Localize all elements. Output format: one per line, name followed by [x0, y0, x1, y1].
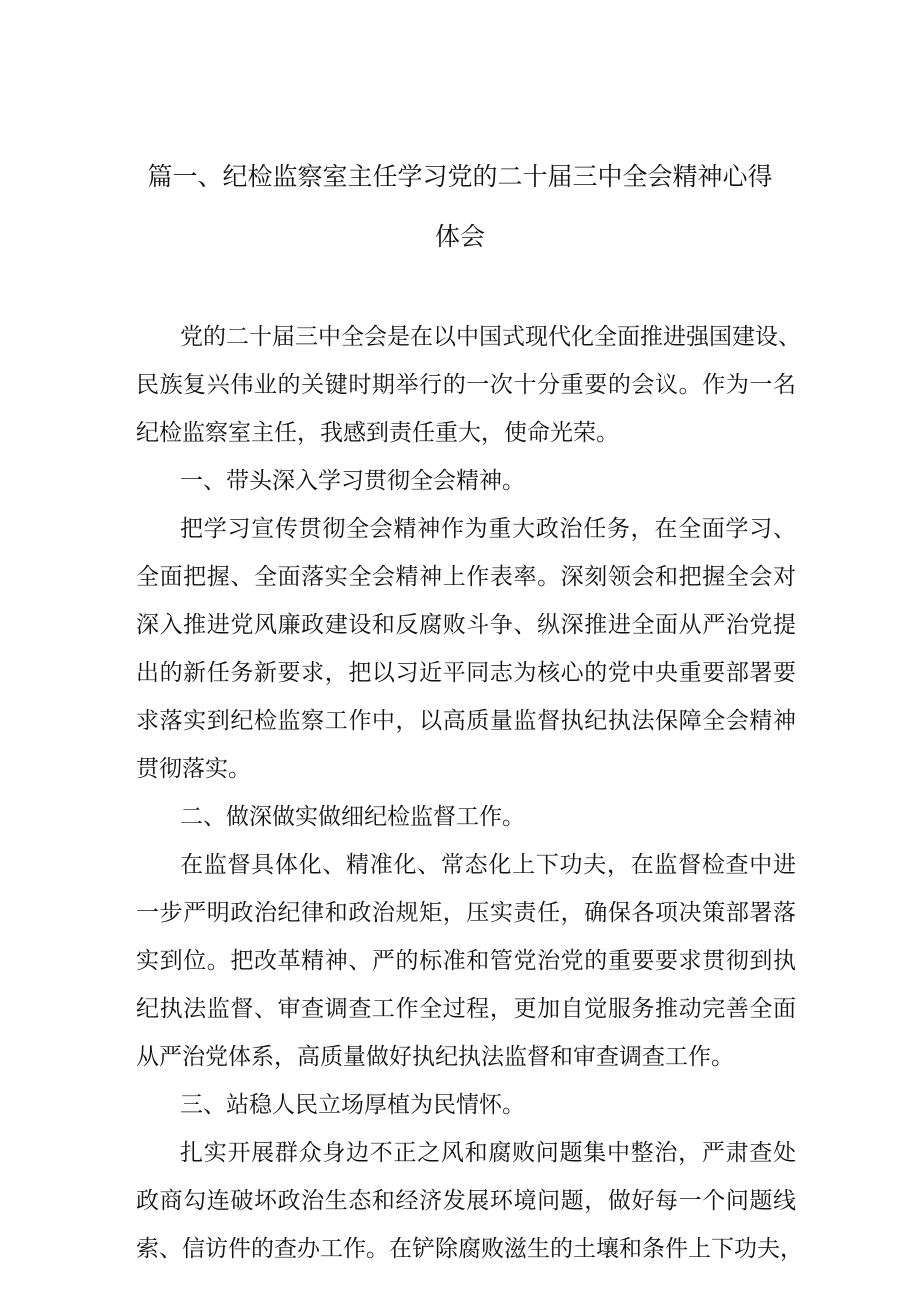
section-1-line: 贯彻落实。	[136, 756, 251, 782]
section-heading-1: 一、带头深入学习贯彻全会精神。	[180, 468, 525, 494]
section-2-line: 在监督具体化、精准化、常态化上下功夫，在监督检查中进	[180, 852, 796, 878]
section-3-line: 政商勾连破坏政治生态和经济发展环境问题，做好每一个问题线	[136, 1188, 796, 1214]
section-1-line: 深入推进党风廉政建设和反腐败斗争、纵深推进全面从严治党提	[136, 612, 796, 638]
section-2-line: 纪执法监督、审查调查工作全过程，更加自觉服务推动完善全面	[136, 996, 796, 1022]
section-2-line: 从严治党体系，高质量做好执纪执法监督和审查调查工作。	[136, 1044, 734, 1070]
document-title-line1: 篇一、纪检监察室主任学习党的二十届三中全会精神心得	[147, 162, 773, 191]
section-1-line: 求落实到纪检监察工作中，以高质量监督执纪执法保障全会精神	[136, 708, 796, 734]
section-heading-3: 三、站稳人民立场厚植为民情怀。	[180, 1092, 525, 1118]
section-2-line: 一步严明政治纪律和政治规矩，压实责任，确保各项决策部署落	[136, 900, 796, 926]
intro-line: 纪检监察室主任，我感到责任重大，使命光荣。	[136, 420, 619, 446]
section-1-line: 出的新任务新要求，把以习近平同志为核心的党中央重要部署要	[136, 660, 796, 686]
document-title-line2: 体会	[434, 222, 485, 251]
intro-line: 民族复兴伟业的关键时期举行的一次十分重要的会议。作为一名	[136, 372, 796, 398]
section-3-line: 索、信访件的查办工作。在铲除腐败滋生的土壤和条件上下功夫，	[136, 1236, 803, 1262]
section-1-line: 把学习宣传贯彻全会精神作为重大政治任务，在全面学习、	[180, 516, 796, 542]
section-heading-2: 二、做深做实做细纪检监督工作。	[180, 804, 525, 830]
intro-line: 党的二十届三中全会是在以中国式现代化全面推进强国建设、	[180, 324, 801, 350]
section-3-line: 扎实开展群众身边不正之风和腐败问题集中整治，严肃查处	[180, 1140, 796, 1166]
section-2-line: 实到位。把改革精神、严的标准和管党治党的重要要求贯彻到执	[136, 948, 796, 974]
section-1-line: 全面把握、全面落实全会精神上作表率。深刻领会和把握全会对	[136, 564, 796, 590]
